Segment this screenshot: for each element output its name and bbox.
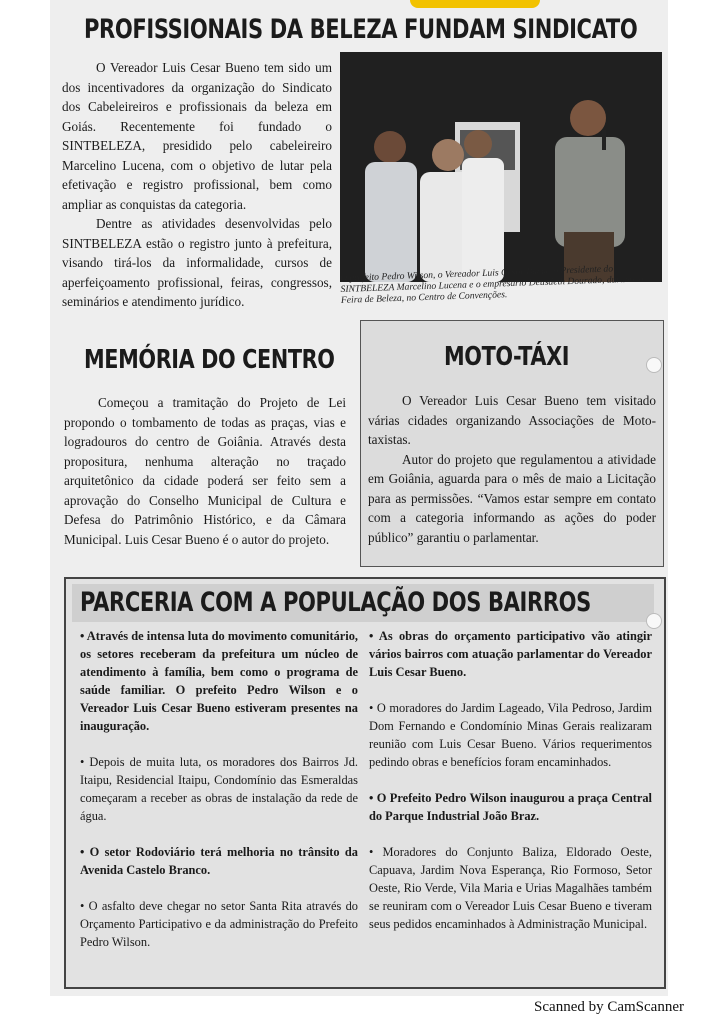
mototaxi-paragraph: Autor do projeto que regulamentou a atividade em Goiânia, aguarda para o mês de maio a Licitação para as permissões. “Vamos estar sempre em contato com a categoria informando as ações do poder público” garantiu o parlamentar. — [368, 451, 656, 545]
parceria-item: • O moradores do Jardim Lageado, Vila Pedroso, Jardim Dom Fernando e Condomínio Minas Gerais realizaram reunião com Luis Cesar Bueno. Vários requerimentos pedindo obras e benefícios foram encaminhados. — [369, 701, 652, 769]
parceria-item: • Moradores do Conjunto Baliza, Eldorado Oeste, Capuava, Jardim Nova Esperança, Rio Formoso, Setor Oeste, Rio Verde, Vila Maria e Urias Magalhães também se reuniram com o Vereador Luis Cesar Bueno e tiveram seus pedidos encaminhados à Administração Municipal. — [369, 845, 652, 931]
main-article-paragraph: Dentre as atividades desenvolvidas pelo SINTBELEZA estão o registro junto à prefeitura, visando tirá-los da informalidade, cursos de aperfeiçoamento profissional, feiras, congressos, seminários e atendimento jurídico. — [62, 216, 332, 309]
memoria-article — [64, 393, 346, 549]
memoria-headline: MEMÓRIA DO CENTRO — [84, 345, 335, 375]
memoria-paragraph: Começou a tramitação do Projeto de Lei propondo o tombamento de todas as praças, vias e logradouros do centro de Goiânia. Através desta propositura, nenhuma alteração no traçado arquitetônico da cidade poderá ser feito sem a aprovação do Conselho Municipal de Cultura e Defesa do Patrimônio Histórico, e da Câmara Municipal. Luis Cesar Bueno é o autor do projeto. — [64, 395, 346, 547]
punch-hole — [646, 613, 662, 629]
event-photo-image — [340, 52, 662, 282]
mototaxi-headline: MOTO-TÁXI — [444, 342, 570, 372]
mototaxi-paragraph: O Vereador Luis Cesar Bueno tem visitado várias cidades organizando Associações de Moto-taxistas. — [368, 393, 656, 447]
parceria-item: • As obras do orçamento participativo vão atingir vários bairros com atuação parlamentar do Vereador Luis Cesar Bueno. — [369, 629, 652, 679]
parceria-item: • Depois de muita luta, os moradores dos Bairros Jd. Itaipu, Residencial Itaipu, Condomínio das Esmeraldas começaram a receber as obras de instalação da rede de água. — [80, 755, 358, 823]
parceria-left-column — [80, 627, 358, 969]
parceria-item: • O Prefeito Pedro Wilson inaugurou a praça Central do Parque Industrial João Braz. — [369, 791, 652, 823]
scanner-watermark: Scanned by CamScanner — [534, 999, 684, 1015]
mototaxi-article — [368, 391, 656, 547]
event-photo — [340, 52, 662, 282]
parceria-item: • O setor Rodoviário terá melhoria no trânsito da Avenida Castelo Branco. — [80, 845, 358, 877]
photo-caption: O prefeito Pedro Wilson, o Vereador Luis Cesar Bueno o Presidente do SINTBELEZA Marcelino Lucena e o empresário Deusdeth Dourado, durante a Feira de Beleza, no Centro de Convenções. — [340, 263, 645, 306]
punch-hole — [646, 357, 662, 373]
main-headline: PROFISSIONAIS DA BELEZA FUNDAM SINDICATO — [84, 14, 638, 45]
parceria-right-column — [369, 627, 652, 951]
parceria-item: • Através de intensa luta do movimento comunitário, os setores receberam da prefeitura um núcleo de atendimento à família, bem como o programa de saúde familiar. O prefeito Pedro Wilson e o Vereador Luis Cesar Bueno estiveram presentes na inauguração. — [80, 629, 358, 733]
main-article — [62, 58, 332, 312]
parceria-headline: PARCERIA COM A POPULAÇÃO DOS BAIRROS — [80, 587, 591, 618]
main-article-paragraph: O Vereador Luis Cesar Bueno tem sido um dos incentivadores da organização do Sindicato dos Cabeleireiros e profissionais da beleza em Goiás. Recentemente foi fundado o SINTBELEZA, presidido pelo cabeleireiro Marcelino Lucena, com o objetivo de lutar pela efetivação e registro profissional, bem como ampliar as conquistas da categoria. — [62, 60, 332, 212]
parceria-item: • O asfalto deve chegar no setor Santa Rita através do Orçamento Participativo e da administração do Prefeito Pedro Wilson. — [80, 899, 358, 949]
top-banner-fragment — [410, 0, 540, 8]
